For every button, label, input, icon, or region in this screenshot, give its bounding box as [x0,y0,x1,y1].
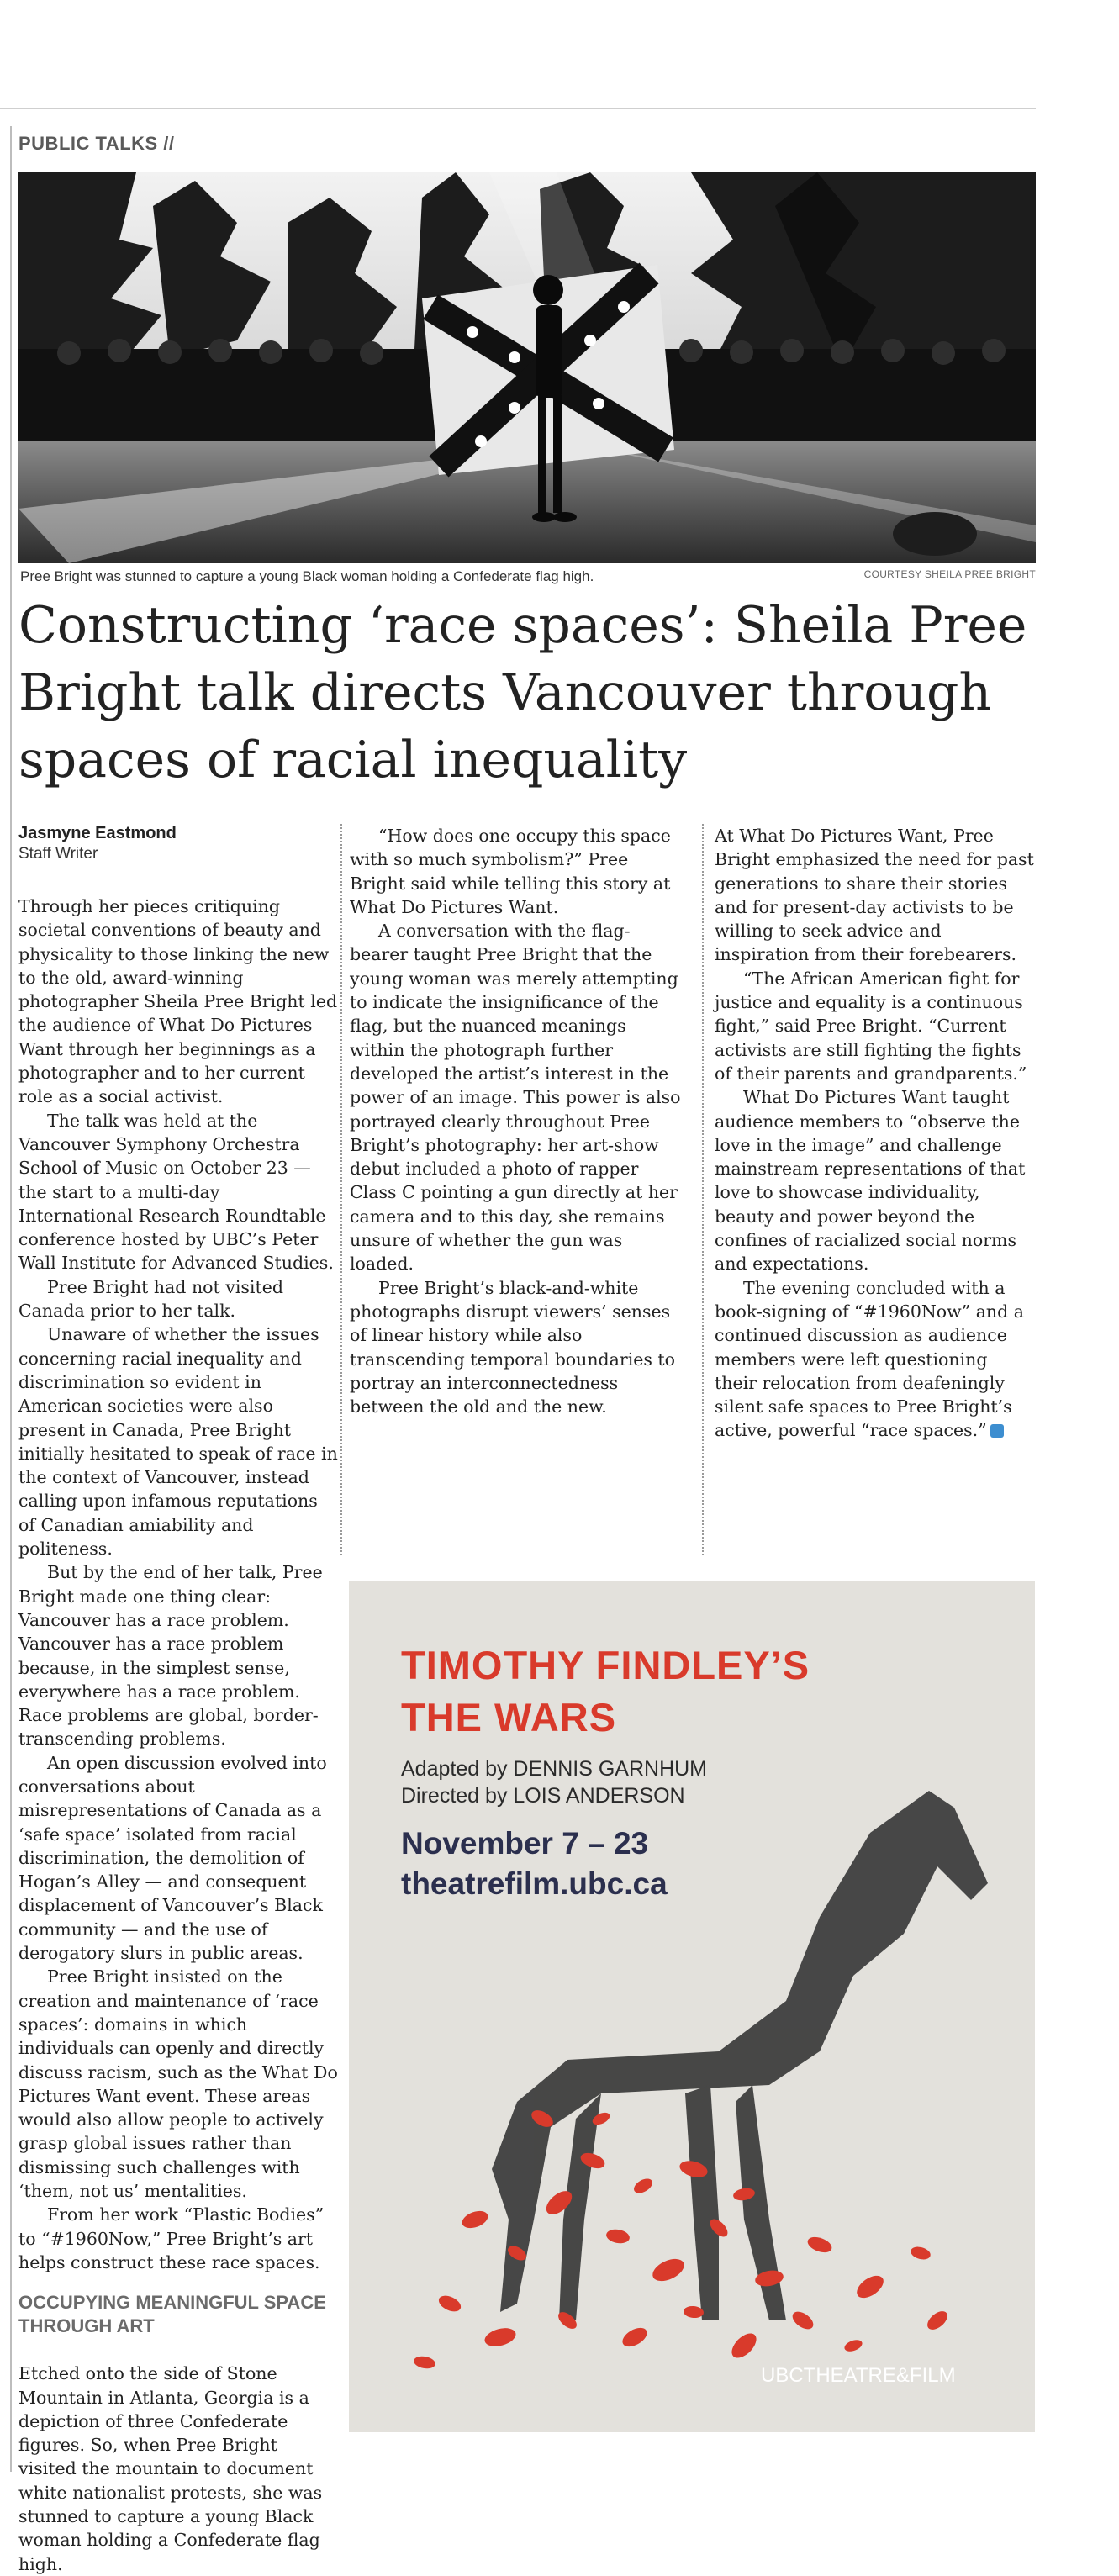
paragraph: “The African American fight for justice and equality is a continuous fight,” said Pree Bright. “Current activists are still fighting the fights of their parents and grandparents.” [715,968,1027,1084]
paragraph: Etched onto the side of Stone Mountain in Atlanta, Georgia is a depiction of three Confederate figures. So, when Pree Bright visited the mountain to document white nationalist protests, she was stunned to capture a young Black woman holding a Confederate flag high. [18,2363,323,2574]
ad-title-line-1: TIMOTHY FINDLEY’S [401,1643,810,1687]
paragraph: An open discussion evolved into conversations about misrepresentations of Canada as a ‘safe space’ isolated from racial discrimination, the demolition of Hogan’s Alley — and consequent displacement of Vancouver’s Black community — and the use of derogatory slurs in public areas. [18,1752,327,1964]
ad-directed-by: Directed by LOIS ANDERSON [401,1784,685,1808]
paragraph: What Do Pictures Want taught audience members to “observe the love in the image” and challenge mainstream representations of that love to showcase individuality, beauty and power beyond the confines of racialized social norms and expectations. [715,1087,1026,1275]
column-divider [702,824,704,1555]
article-column-2 [350,824,684,1418]
paragraph-text: The evening concluded with a book-signing of “#1960Now” and a continued discussion as audience members were left questioning their relocation from deafeningly silent safe spaces to Pree Bright’s active, powerful “race spaces.” [715,1277,1024,1441]
article-subhead: OCCUPYING MEANINGFUL SPACE THROUGH ART [18,2292,326,2337]
ubc-theatre-film-logo: UBCTHEATRE&FILM [761,2364,956,2387]
ad-adapted-by: Adapted by DENNIS GARNHUM [401,1757,708,1781]
paragraph: “How does one occupy this space with so much symbolism?” Pree Bright said while telling this story at What Do Pictures Want. [350,826,671,917]
left-column-rule [10,126,12,2472]
paragraph: But by the end of her talk, Pree Bright made one thing clear: Vancouver has a race problem. Vancouver has a race problem because, in the simplest sense, everywhere has a race problem. Race problems are global, border-transcending problems. [18,1562,323,1750]
ad-title-line-2: THE WARS [401,1695,617,1739]
top-rule [0,108,1036,109]
ad-dates: November 7 – 23 [401,1826,649,1861]
paragraph: Unaware of whether the issues concerning racial inequality and discrimination so evident in American societies were also present in Canada, Pree Bright initially hesitated to speak of race in the context of Vancouver, instead calling upon infamous reputations of Canadian amiability and politeness. [18,1324,338,1560]
theatre-advertisement[interactable] [349,1581,1035,2432]
end-of-story-icon [990,1424,1004,1438]
photo-caption: Pree Bright was stunned to capture a young Black woman holding a Confederate flag high. [20,568,594,584]
paragraph: From her work “Plastic Bodies” to “#1960Now,” Pree Bright’s art helps construct these race spaces. [18,2204,325,2272]
paragraph [715,1276,1034,1443]
paragraph: The talk was held at the Vancouver Symphony Orchestra School of Music on October 23 — the start to a multi-day International Research Roundtable conference hosted by UBC’s Peter Wall Institute for Advanced Studies. [18,1110,334,1274]
paragraph: Pree Bright insisted on the creation and maintenance of ‘race spaces’: domains in which individuals can openly and directly discuss racism, such as the What Do Pictures Want event. These areas would also allow people to actively grasp global issues rather than dismissing such challenges with ‘them, not us’ mentalities. [18,1966,338,2202]
lead-photo [18,172,1036,563]
paragraph: Pree Bright had not visited Canada prior to her talk. [18,1276,283,1322]
column-divider [340,824,342,1555]
paragraph: At What Do Pictures Want, Pree Bright emphasized the need for past generations to share their stories and for present-day activists to be willing to seek advice and inspiration from their forebearers. [715,826,1034,965]
article-column-1 [18,895,338,2576]
paragraph: A conversation with the flag-bearer taught Pree Bright that the young woman was merely attempting to indicate the insignificance of the flag, but the nuanced meanings within the photograph further developed the artist’s interest in the power of an image. This power is also portrayed clearly throughout Pree Bright’s photography: her art-show debut included a photo of rapper Class C pointing a gun directly at her camera and to this day, she remains unsure of whether the gun was loaded. [350,921,681,1275]
ad-title [401,1639,810,1744]
article-headline: Constructing ‘race spaces’: Sheila Pree Bright talk directs Vancouver through spaces of racial inequality [18,596,1027,789]
article-column-3 [715,824,1034,1443]
flag-bearer-photo [18,172,1036,563]
paragraph: Pree Bright’s black-and-white photographs disrupt viewers’ senses of linear history while also transcending temporal boundaries to portray an interconnectedness between the old and the new. [350,1277,676,1417]
author-role: Staff Writer [18,845,98,863]
author-name: Jasmyne Eastmond [18,824,177,842]
byline [18,824,177,863]
section-tag: PUBLIC TALKS // [18,133,175,154]
photo-credit: COURTESY SHEILA PREE BRIGHT [863,568,1036,580]
ad-url-link[interactable]: theatrefilm.ubc.ca [401,1866,668,1901]
paragraph: Through her pieces critiquing societal conventions of beauty and physicality to those linking the new to the old, award-winning photographer Sheila Pree Bright led the audience of What Do Pictures Want through her beginnings as a photographer and to her current role as a social activist. [18,896,338,1107]
